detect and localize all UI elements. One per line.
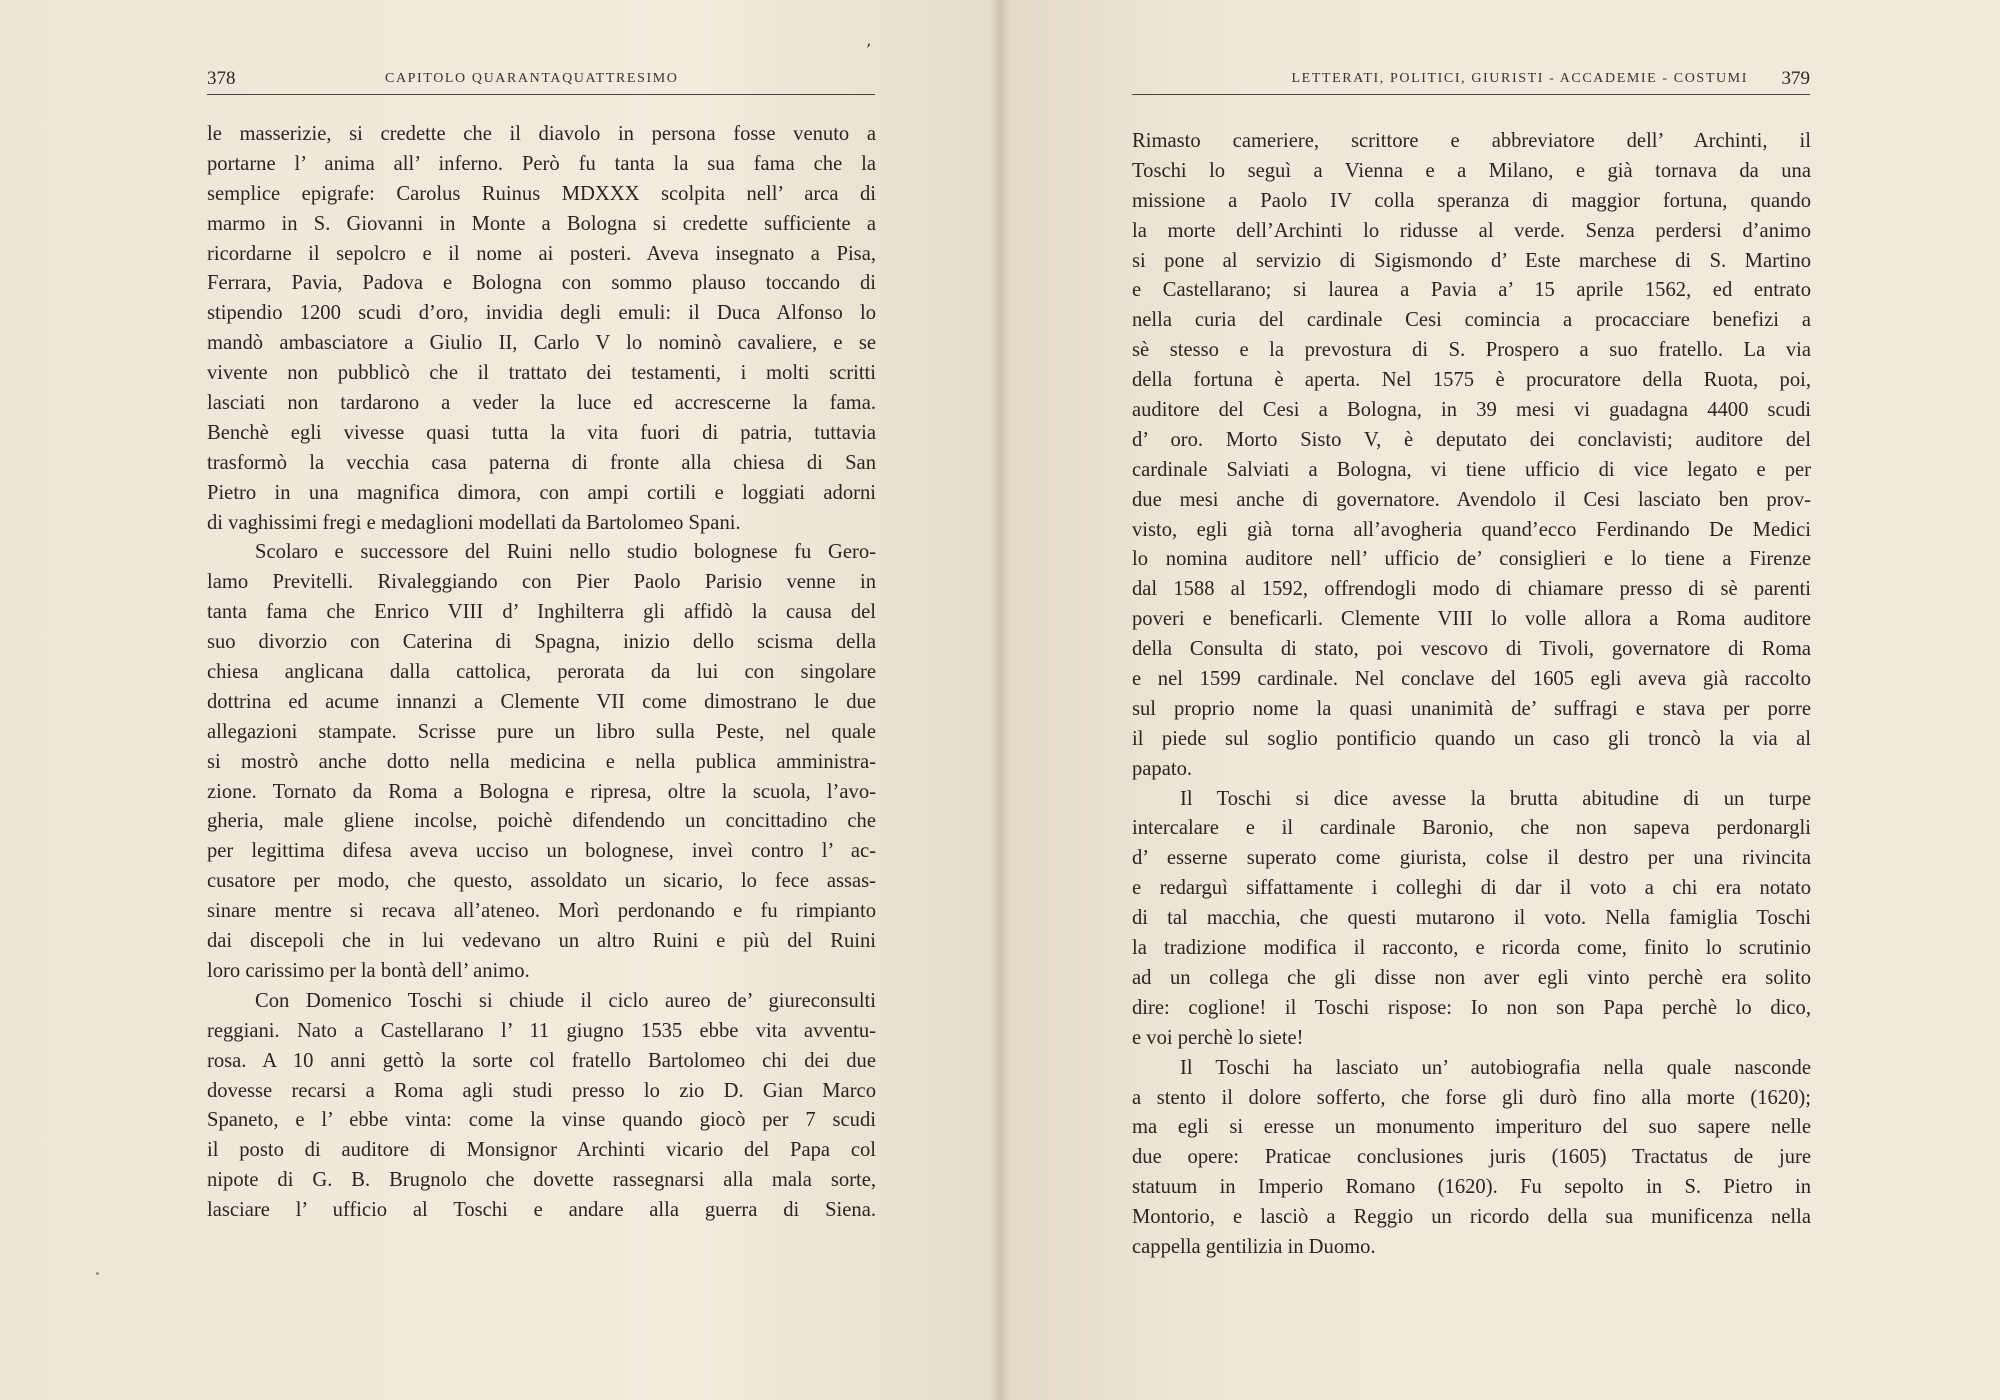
text-line: intercalare e il cardinale Baronio, che non sapeva perdonargli xyxy=(1132,817,1811,840)
text-line: dire: coglione! il Toschi rispose: Io non son Papa perchè lo dico, xyxy=(1132,996,1811,1019)
text-line: rosa. A 10 anni gettò la sorte col fratello Bartolomeo chi dei due xyxy=(207,1049,876,1072)
text-line: di vaghissimi fregi e medaglioni modellati da Bartolomeo Spani. xyxy=(207,511,741,534)
text-line: stipendio 1200 scudi d’oro, invidia degli emuli: il Duca Alfonso lo xyxy=(207,302,876,325)
text-line: Montorio, e lasciò a Reggio un ricordo della sua munificenza nella xyxy=(1132,1206,1811,1229)
text-line: loro carissimo per la bontà dell’ animo. xyxy=(207,959,530,982)
text-line: Il Toschi si dice avesse la brutta abitudine di un turpe xyxy=(1180,787,1811,810)
text-line: e voi perchè lo siete! xyxy=(1132,1026,1304,1049)
text-line: dal 1588 al 1592, offrendogli modo di chiamare presso di sè parenti xyxy=(1132,578,1811,601)
text-line: due mesi anche di governatore. Avendolo il Cesi lasciato ben prov- xyxy=(1132,488,1811,511)
right-page-number: 379 xyxy=(1781,68,1810,89)
text-line: il piede sul soglio pontificio quando un caso gli troncò la via al xyxy=(1132,727,1811,750)
text-line: Pietro in una magnifica dimora, con ampi cortili e loggiati adorni xyxy=(207,481,876,504)
text-line: trasformò la vecchia casa paterna di fronte alla chiesa di San xyxy=(207,451,876,474)
text-line: allegazioni stampate. Scrisse pure un libro sulla Peste, nel quale xyxy=(207,720,876,743)
text-line: si pone al servizio di Sigismondo d’ Este marchese di S. Martino xyxy=(1132,249,1811,272)
text-line: la morte dell’Archinti lo ridusse al verde. Senza perdersi d’animo xyxy=(1132,219,1811,242)
text-line: lasciati non tardarono a veder la luce ed accrescerne la fama. xyxy=(207,392,876,415)
text-line: cusatore per modo, che questo, assoldato un sicario, lo fece assas- xyxy=(207,870,876,893)
right-page xyxy=(1000,0,2000,1400)
text-line: papato. xyxy=(1132,757,1193,780)
text-line: semplice epigrafe: Carolus Ruinus MDXXX scolpita nell’ arca di xyxy=(207,182,876,205)
text-line: dai discepoli che in lui vedevano un altro Ruini e più del Ruini xyxy=(207,930,876,953)
text-line: e nel 1599 cardinale. Nel conclave del 1605 egli aveva già raccolto xyxy=(1132,668,1811,691)
text-line: la tradizione modifica il racconto, e ricorda come, finito lo scrutinio xyxy=(1132,937,1811,960)
right-page-body xyxy=(1132,127,1811,1263)
text-line: e redarguì siffattamente i colleghi di dar il voto a chi era notato xyxy=(1132,877,1811,900)
paper-speck xyxy=(96,1272,99,1275)
text-line: si mostrò anche dotto nella medicina e nella publica amministra- xyxy=(207,750,876,773)
text-line: suo divorzio con Caterina di Spagna, inizio dello scisma della xyxy=(207,631,876,654)
text-line: Scolaro e successore del Ruini nello studio bolognese fu Gero- xyxy=(255,541,876,564)
text-line: Con Domenico Toschi si chiude il ciclo aureo de’ giureconsulti xyxy=(255,989,876,1012)
text-line: per legittima difesa aveva ucciso un bolognese, inveì contro l’ ac- xyxy=(207,840,876,863)
text-line: della fortuna è aperta. Nel 1575 è procuratore della Ruota, poi, xyxy=(1132,369,1811,392)
ink-tick-mark: ’ xyxy=(866,40,872,59)
text-line: lasciare l’ ufficio al Toschi e andare alla guerra di Siena. xyxy=(207,1199,876,1222)
text-line: mandò ambasciatore a Giulio II, Carlo V lo nominò cavaliere, e se xyxy=(207,332,876,355)
text-line: statuum in Imperio Romano (1620). Fu sepolto in S. Pietro in xyxy=(1132,1176,1811,1199)
left-page-body xyxy=(207,120,876,1226)
text-line: della Consulta di stato, poi vescovo di Tivoli, governatore di Roma xyxy=(1132,638,1811,661)
left-running-head: CAPITOLO QUARANTAQUATTRESIMO xyxy=(385,71,679,86)
text-line: dovesse recarsi a Roma agli studi presso lo zio D. Gian Marco xyxy=(207,1079,876,1102)
text-line: ricordarne il sepolcro e il nome ai posteri. Aveva insegnato a Pisa, xyxy=(207,242,876,265)
text-line: d’ esserne superato come giurista, colse il destro per una rivincita xyxy=(1132,847,1811,870)
text-line: nipote di G. B. Brugnolo che dovette rassegnarsi alla mala sorte, xyxy=(207,1169,876,1192)
text-line: visto, egli già torna all’avogheria quand’ecco Ferdinando De Medici xyxy=(1132,518,1811,541)
text-line: il posto di auditore di Monsignor Archinti vicario del Papa col xyxy=(207,1139,876,1162)
text-line: cappella gentilizia in Duomo. xyxy=(1132,1235,1376,1258)
text-line: nella curia del cardinale Cesi comincia a procacciare benefizi a xyxy=(1132,309,1811,332)
left-page-number: 378 xyxy=(207,68,236,89)
text-line: sè stesso e la prevostura di S. Prospero a suo fratello. La via xyxy=(1132,339,1811,362)
right-page-header xyxy=(1132,66,1810,95)
text-line: vivente non pubblicò che il trattato dei testamenti, i molti scritti xyxy=(207,362,876,385)
left-page-header xyxy=(207,66,875,95)
text-line: marmo in S. Giovanni in Monte a Bologna si credette sufficiente a xyxy=(207,212,876,235)
text-line: sinare mentre si recava all’ateneo. Morì perdonando e fu rimpianto xyxy=(207,900,876,923)
text-line: tanta fama che Enrico VIII d’ Inghilterra gli affidò la causa del xyxy=(207,601,876,624)
text-line: ad un collega che gli disse non aver egli vinto perchè era solito xyxy=(1132,966,1811,989)
text-line: poveri e beneficarli. Clemente VIII lo volle allora a Roma auditore xyxy=(1132,608,1811,631)
text-line: portarne l’ anima all’ inferno. Però fu tanta la sua fama che la xyxy=(207,152,876,175)
right-running-head: LETTERATI, POLITICI, GIURISTI - ACCADEMIE - COSTUMI xyxy=(1291,71,1748,86)
text-line: a stento il dolore sofferto, che forse gli durò fino alla morte (1620); xyxy=(1132,1086,1811,1109)
text-line: dottrina ed acume innanzi a Clemente VII come dimostrano le due xyxy=(207,690,876,713)
text-line: auditore del Cesi a Bologna, in 39 mesi vi guadagna 4400 scudi xyxy=(1132,399,1811,422)
text-line: d’ oro. Morto Sisto V, è deputato dei conclavisti; auditore del xyxy=(1132,428,1811,451)
text-line: Rimasto cameriere, scrittore e abbreviatore dell’ Archinti, il xyxy=(1132,130,1811,152)
text-line: missione a Paolo IV colla speranza di maggior fortuna, quando xyxy=(1132,189,1811,212)
text-line: lo nomina auditore nell’ ufficio de’ consiglieri e lo tiene a Firenze xyxy=(1132,548,1811,571)
book-gutter xyxy=(990,0,1010,1400)
text-line: ma egli si eresse un monumento imperituro del suo sapere nelle xyxy=(1132,1116,1811,1139)
text-line: lamo Previtelli. Rivaleggiando con Pier Paolo Parisio venne in xyxy=(207,571,876,594)
text-line: chiesa anglicana dalla cattolica, perorata da lui con singolare xyxy=(207,661,876,684)
text-line: sul proprio nome la quasi unanimità de’ suffragi e stava per porre xyxy=(1132,697,1811,720)
text-line: zione. Tornato da Roma a Bologna e ripresa, oltre la scuola, l’avo- xyxy=(207,780,876,803)
text-line: due opere: Praticae conclusiones juris (1605) Tractatus de jure xyxy=(1132,1146,1811,1169)
text-line: di tal macchia, che questi mutarono il voto. Nella famiglia Toschi xyxy=(1132,907,1811,930)
text-line: Il Toschi ha lasciato un’ autobiografia nella quale nasconde xyxy=(1180,1056,1811,1079)
text-line: reggiani. Nato a Castellarano l’ 11 giugno 1535 ebbe vita avventu- xyxy=(207,1019,876,1042)
text-line: e Castellarano; si laurea a Pavia a’ 15 aprile 1562, ed entrato xyxy=(1132,279,1811,302)
text-line: Toschi lo seguì a Vienna e a Milano, e già tornava da una xyxy=(1132,159,1811,182)
text-line: gheria, male gliene incolse, poichè difendendo un concittadino che xyxy=(207,810,876,833)
text-line: Spaneto, e l’ ebbe vinta: come la vinse quando giocò per 7 scudi xyxy=(207,1109,876,1132)
text-line: le masserizie, si credette che il diavolo in persona fosse venuto a xyxy=(207,123,876,145)
text-line: cardinale Salviati a Bologna, vi tiene ufficio di vice legato e per xyxy=(1132,458,1811,481)
text-line: Ferrara, Pavia, Padova e Bologna con sommo plauso toccando di xyxy=(207,272,876,295)
text-line: Benchè egli vivesse quasi tutta la vita fuori di patria, tuttavia xyxy=(207,421,876,444)
